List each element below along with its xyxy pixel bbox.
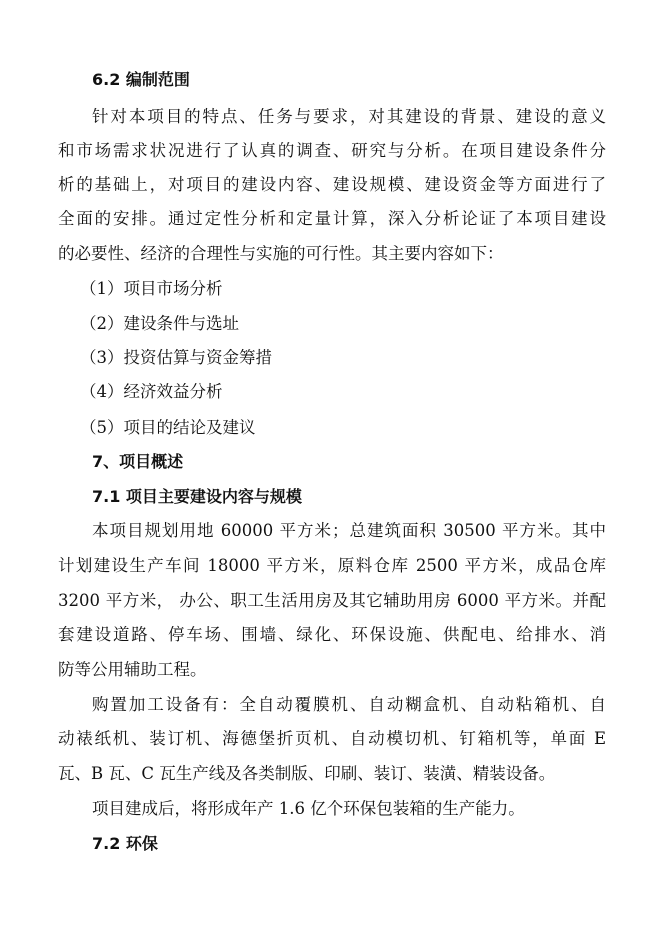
section-6-2-heading: 6.2 编制范围 [92, 70, 190, 89]
list-item: （4）经济效益分析 [80, 382, 223, 401]
list-item: （2）建设条件与选址 [80, 314, 239, 333]
paragraph-line: 针对本项目的特点、任务与要求，对其建设的背景、建设的意义 [92, 107, 606, 126]
section-7-1-heading: 7.1 项目主要建设内容与规模 [92, 487, 302, 506]
paragraph-line: 本项目规划用地 60000 平方米；总建筑面积 30500 平方米。其中 [92, 521, 606, 540]
list-item: （5）项目的结论及建议 [80, 418, 256, 437]
paragraph-line: 3200 平方米， 办公、职工生活用房及其它辅助用房 6000 平方米。并配 [58, 591, 606, 610]
paragraph-line: 析的基础上，对项目的建设内容、建设规模、建设资金等方面进行了 [58, 175, 606, 194]
paragraph-line: 项目建成后，将形成年产 1.6 亿个环保包装箱的生产能力。 [92, 799, 525, 818]
paragraph-line: 防等公用辅助工程。 [58, 660, 207, 679]
paragraph-line: 购置加工设备有：全自动覆膜机、自动糊盒机、自动粘箱机、自 [92, 695, 606, 714]
paragraph-line: 套建设道路、停车场、围墙、绿化、环保设施、供配电、给排水、消 [58, 625, 606, 644]
paragraph-line: 全面的安排。通过定性分析和定量计算，深入分析论证了本项目建设 [58, 209, 606, 228]
section-7-heading: 7、项目概述 [92, 452, 184, 471]
paragraph-line: 瓦、B 瓦、C 瓦生产线及各类制版、印刷、装订、装潢、精装设备。 [58, 764, 556, 783]
paragraph-line: 计划建设生产车间 18000 平方米，原料仓库 2500 平方米，成品仓库 [58, 556, 606, 575]
paragraph-line: 动裱纸机、装订机、海德堡折页机、自动模切机、钉箱机等，单面 E [58, 729, 606, 748]
paragraph-line: 和市场需求状况进行了认真的调查、研究与分析。在项目建设条件分 [58, 141, 606, 160]
section-7-2-heading: 7.2 环保 [92, 834, 158, 853]
list-item: （1）项目市场分析 [80, 279, 223, 298]
list-item: （3）投资估算与资金筹措 [80, 348, 272, 367]
paragraph-line: 的必要性、经济的合理性与实施的可行性。其主要内容如下： [58, 244, 504, 263]
